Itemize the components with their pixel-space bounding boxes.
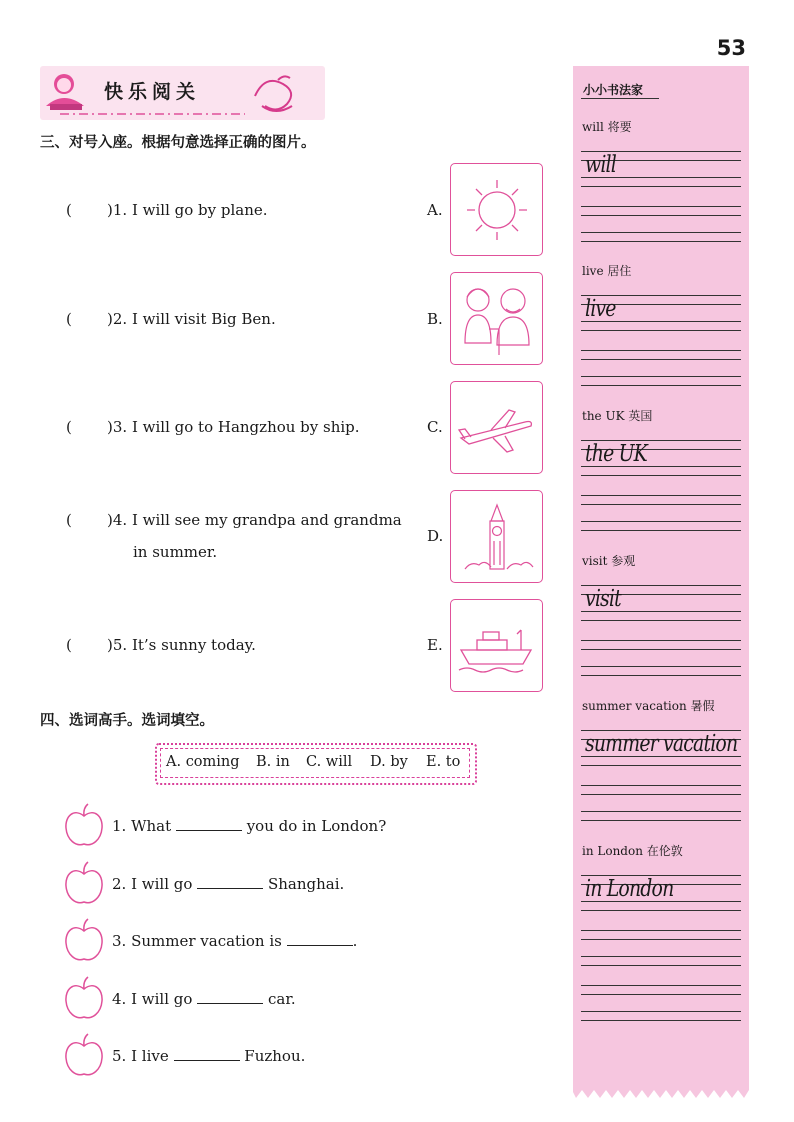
sidebar-entry-label: in London 在伦敦	[582, 844, 683, 858]
grandparents-icon	[451, 273, 542, 364]
picture-option-d[interactable]	[450, 490, 543, 583]
picture-label-a: A.	[427, 201, 443, 219]
picture-option-e[interactable]	[450, 599, 543, 692]
picture-label-d: D.	[427, 527, 444, 545]
answer-paren-open[interactable]: (	[66, 418, 72, 436]
plane-icon	[451, 382, 542, 473]
writing-rule	[581, 475, 741, 476]
word-option-c[interactable]: C. will	[306, 754, 353, 770]
picture-option-a[interactable]	[450, 163, 543, 256]
answer-blank[interactable]	[287, 931, 353, 946]
script-sample: in London	[585, 876, 674, 902]
script-sample: the UK	[585, 441, 647, 467]
picture-label-b: B.	[427, 310, 443, 328]
word-option-e[interactable]: E. to	[426, 754, 461, 770]
script-sample: visit	[585, 586, 621, 612]
writing-rule	[581, 956, 741, 957]
script-sample: summer vacation	[585, 731, 738, 757]
writing-rule	[581, 504, 741, 505]
writing-rule	[581, 1020, 741, 1021]
script-sample: will	[585, 152, 616, 178]
fill-item-4: 4. I will go car.	[112, 990, 296, 1008]
fill-item-3: 3. Summer vacation is .	[112, 932, 358, 950]
apple-icon	[64, 917, 104, 963]
page-number: 53	[716, 36, 746, 60]
sidebar-title: 小小书法家	[583, 83, 644, 97]
writing-rule	[581, 666, 741, 667]
writing-rule	[581, 215, 741, 216]
writing-rule	[581, 186, 741, 187]
question-text: )2. I will visit Big Ben.	[107, 310, 276, 328]
answer-paren-open[interactable]: (	[66, 310, 72, 328]
writing-rule	[581, 1011, 741, 1012]
fill-item-2: 2. I will go Shanghai.	[112, 875, 345, 893]
writing-rule	[581, 232, 741, 233]
script-sample: live	[585, 296, 616, 322]
big-ben-icon	[451, 491, 542, 582]
word-option-b[interactable]: B. in	[256, 754, 290, 770]
answer-paren-open[interactable]: (	[66, 636, 72, 654]
writing-rule	[581, 939, 741, 940]
answer-paren-open[interactable]: (	[66, 201, 72, 219]
writing-rule	[581, 930, 741, 931]
answer-blank[interactable]	[176, 816, 242, 831]
apple-icon	[64, 975, 104, 1021]
writing-rule	[581, 495, 741, 496]
fill-item-5: 5. I live Fuzhou.	[112, 1047, 306, 1065]
question-text: )4. I will see my grandpa and grandma	[107, 511, 402, 529]
fill-item-1: 1. What you do in London?	[112, 817, 387, 835]
writing-rule	[581, 640, 741, 641]
section3-heading: 三、对号入座。根据句意选择正确的图片。	[40, 135, 316, 151]
writing-rule	[581, 521, 741, 522]
writing-rule	[581, 530, 741, 531]
sidebar-zigzag-edge	[573, 1082, 749, 1098]
picture-option-b[interactable]	[450, 272, 543, 365]
sidebar-title-underline	[581, 98, 659, 99]
writing-rule	[581, 794, 741, 795]
writing-rule	[581, 206, 741, 207]
sidebar-entry-label: will 将要	[582, 120, 632, 134]
word-option-a[interactable]: A. coming	[166, 754, 240, 770]
writing-rule	[581, 765, 741, 766]
writing-rule	[581, 376, 741, 377]
sidebar-entry-label: live 居住	[582, 264, 632, 278]
question-text: )3. I will go to Hangzhou by ship.	[107, 418, 360, 436]
answer-blank[interactable]	[197, 874, 263, 889]
writing-rule	[581, 330, 741, 331]
writing-rule	[581, 675, 741, 676]
question-text-continued: in summer.	[133, 543, 218, 561]
question-text: )5. It’s sunny today.	[107, 636, 256, 654]
banner-title: 快乐阅关	[104, 81, 201, 103]
picture-label-c: C.	[427, 418, 443, 436]
section4-heading: 四、选词高手。选词填空。	[40, 713, 214, 729]
writing-rule	[581, 350, 741, 351]
answer-blank[interactable]	[197, 989, 263, 1004]
apple-icon	[64, 1032, 104, 1078]
writing-rule	[581, 965, 741, 966]
apple-icon	[64, 802, 104, 848]
writing-rule	[581, 620, 741, 621]
writing-rule	[581, 649, 741, 650]
handwriting-sidebar	[573, 66, 749, 1090]
word-option-d[interactable]: D. by	[370, 754, 408, 770]
writing-rule	[581, 910, 741, 911]
answer-blank[interactable]	[174, 1046, 240, 1061]
writing-rule	[581, 241, 741, 242]
picture-option-c[interactable]	[450, 381, 543, 474]
question-text: )1. I will go by plane.	[107, 201, 268, 219]
sun-icon	[451, 164, 542, 255]
writing-rule	[581, 820, 741, 821]
apple-icon	[64, 860, 104, 906]
writing-rule	[581, 811, 741, 812]
sidebar-entry-label: summer vacation 暑假	[582, 699, 715, 713]
sidebar-entry-label: the UK 英国	[582, 409, 653, 423]
answer-paren-open[interactable]: (	[66, 511, 72, 529]
writing-rule	[581, 385, 741, 386]
writing-rule	[581, 359, 741, 360]
writing-rule	[581, 785, 741, 786]
picture-label-e: E.	[427, 636, 443, 654]
ship-icon	[451, 600, 542, 691]
writing-rule	[581, 994, 741, 995]
writing-rule	[581, 985, 741, 986]
sidebar-entry-label: visit 参观	[582, 554, 636, 568]
